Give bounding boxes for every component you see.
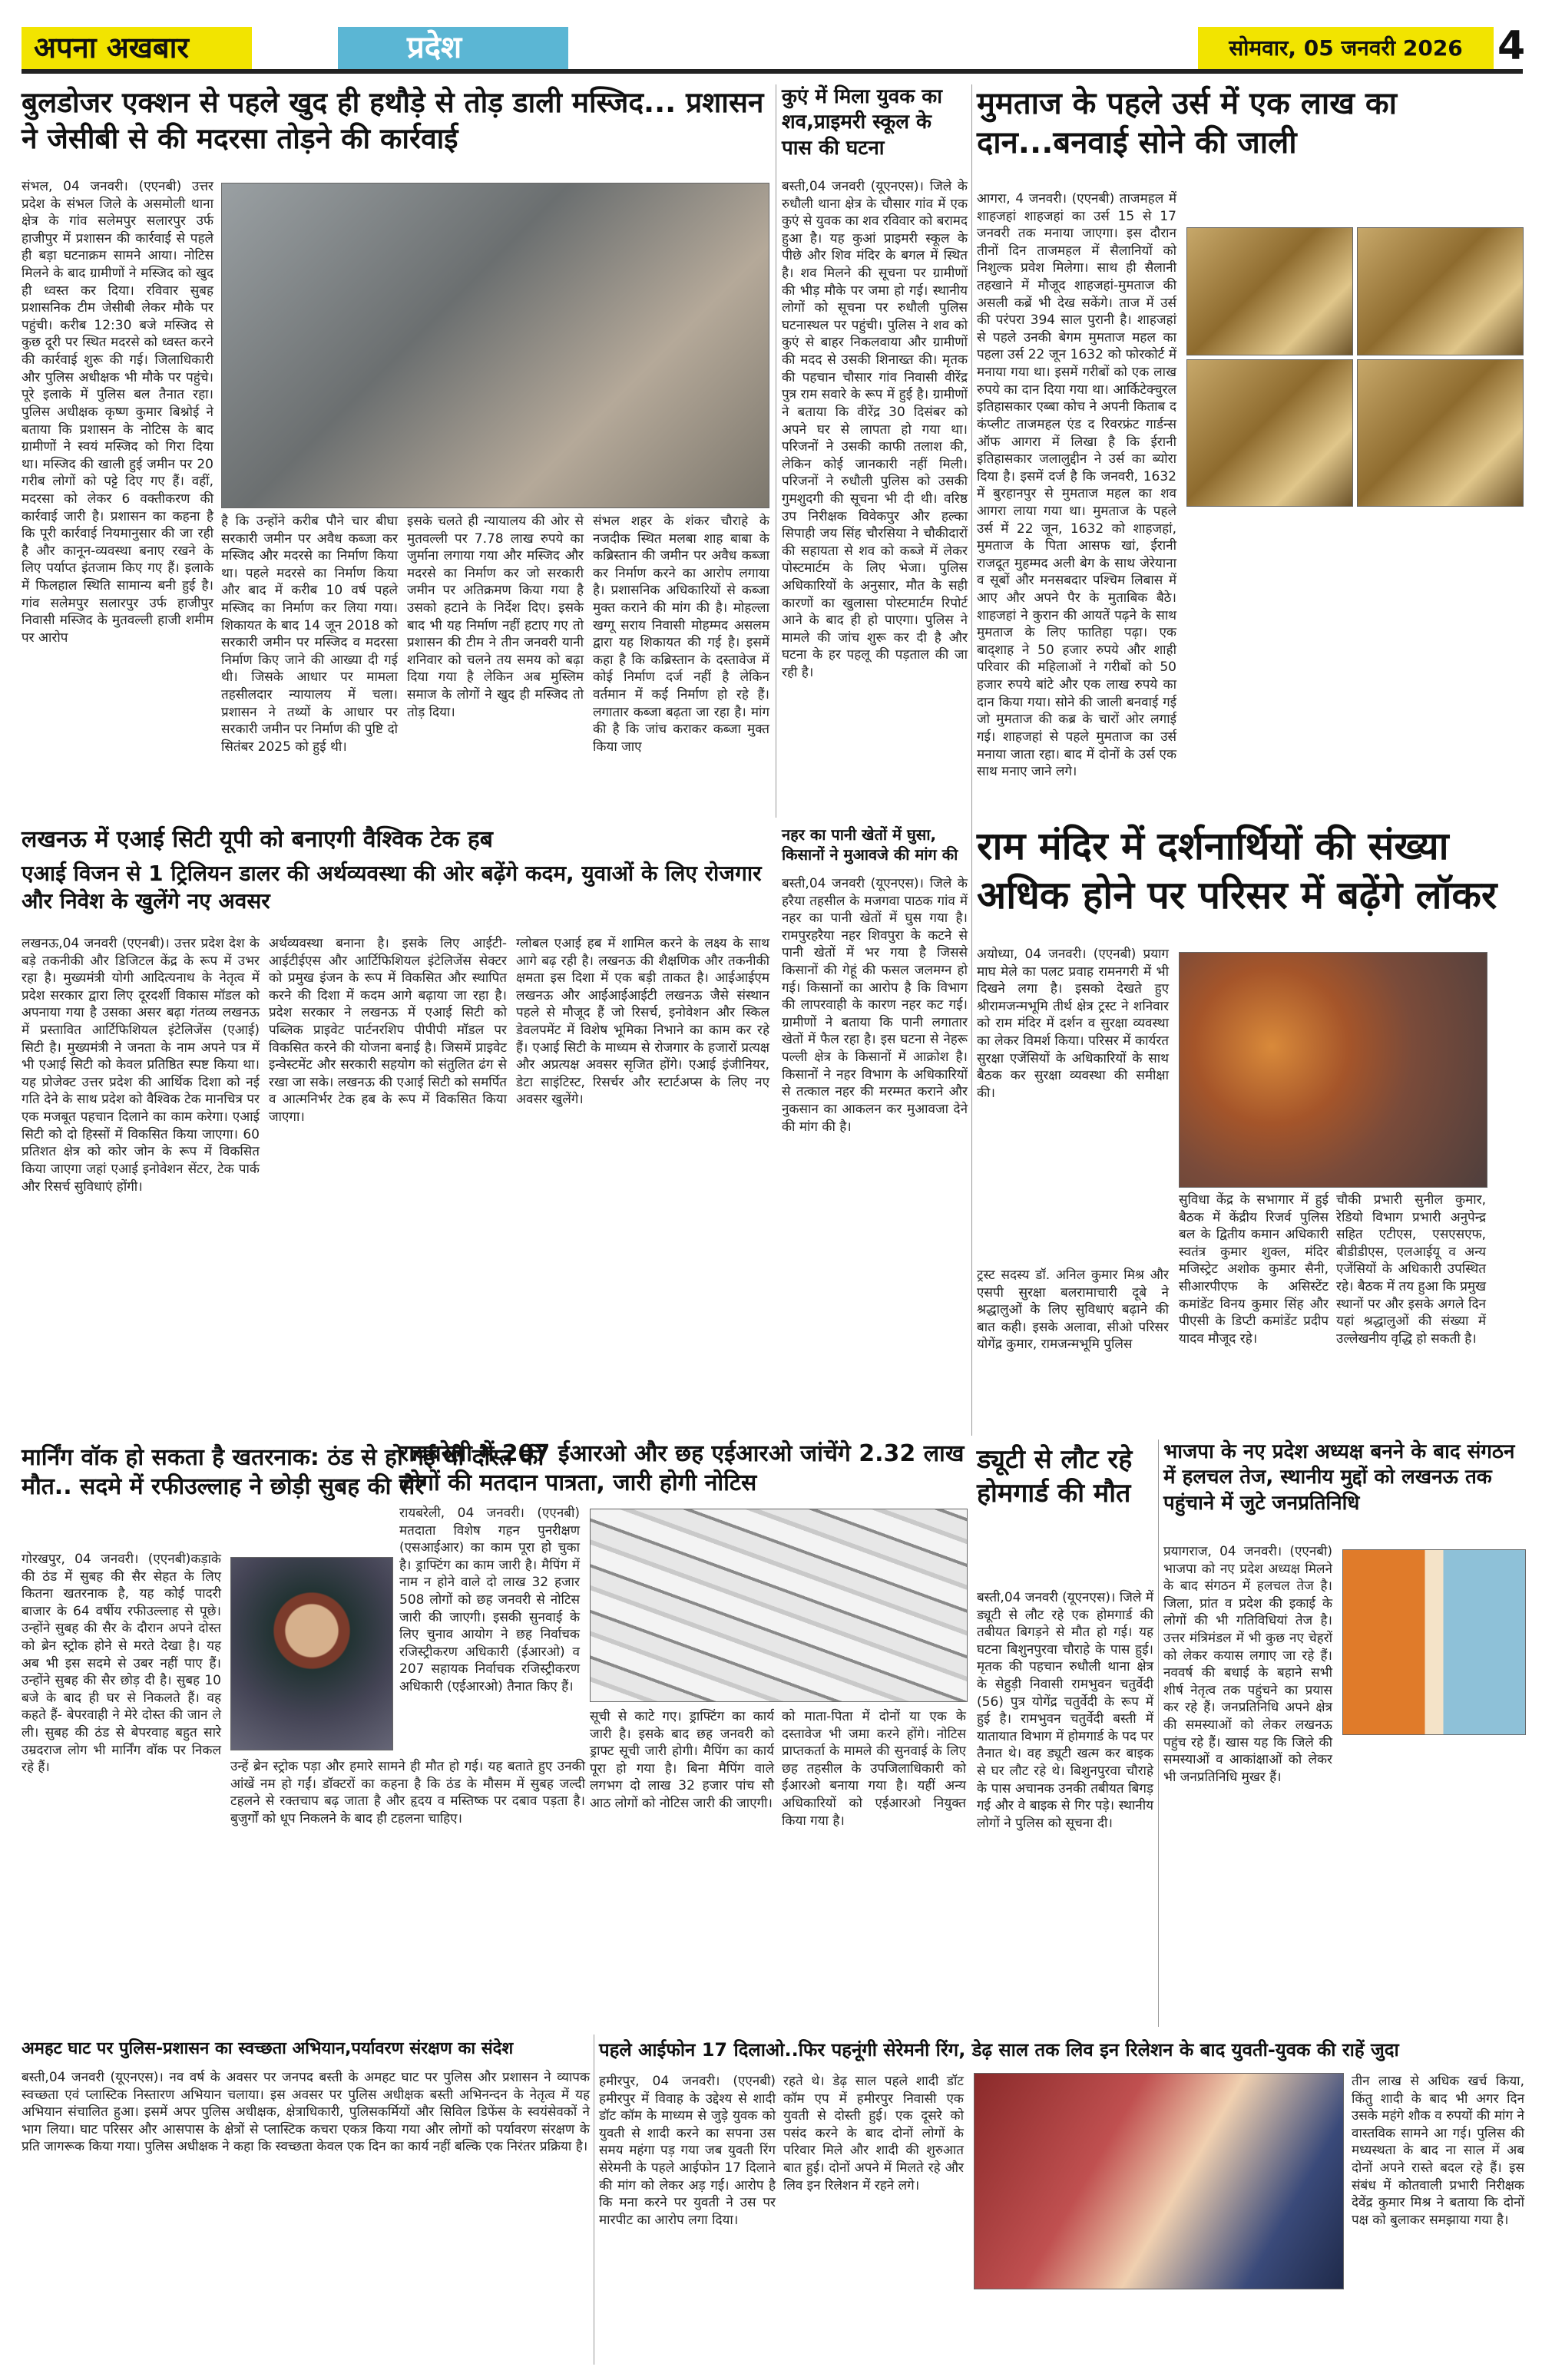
cold-col1: गोरखपुर, 04 जनवरी। (एएनबी)कड़ाके की ठंड में सुबह की सैर सेहत के लिए कितना खतरनाक है, यह कोई पादरी बाजार के 64 वर्षीय रफीउल्लाह से पूछे। उन्होंने सुबह की सैर के दौरान अपने दोस्त को ब्रेन स्ट्रोक होने से मरते देखा है। यह अब भी इस सदमे से उबर नहीं पाए हैं। उन्होंने सुबह की सैर छोड़ दी है। सुबह 10 बजे के बाद ही घर से निकलते हैं। वह कहते हैं- बेपरवाही ने मेरे दोस्त की जान ले ली। सुबह की ठंड से बेपरवाह बहुत सारे उम्रदराज लोग भी मार्निंग वॉक पर निकल रहे हैं। [22, 1552, 221, 1776]
mumtaz-text: आगरा, 4 जनवरी। (एएनबी) ताजमहल में शाहजहां शाहजहां का उर्स 15 से 17 जनवरी तक मनाया जाएगा। इस दौरान तीनों दिन ताजमहल में सैलानियों को निशुल्क प्रवेश मिलेगा। साथ ही सैलानी तहखाने में मौजूद शाहजहां-मुमताज की असली कब्रें भी देख सकेंगे। ताज में उर्स की परंपरा 394 साल पुरानी है। शाहजहां से पहले उनकी बेगम मुमताज महल का पहला उर्स 22 जून 1632 को फोरकोर्ट में मनाया गया था। इसमें गरीबों को एक लाख रुपये का दान दिया गया था। आर्किटेक्चुरल इतिहासकार एब्बा कोच ने अपनी किताब द कंप्लीट ताजमहल एंड द रिवरफ्रंट गार्डन्स ऑफ आगरा में लिखा है कि ईरानी इतिहासकार जलालुद्दीन ने उर्स का ब्योरा दिया है। इसमें दर्ज है कि जनवरी, 1632 में बुरहानपुर से मुमताज महल का शव आगरा लाया गया था। मुमताज के पहले उर्स में 22 जून, 1632 को शाहजहां, मुमताज के पिता आसफ खां, ईरानी राजदूत मुहम्मद अली बेग के साथ जेरेयाना व सूबों और मनसबदार पश्चिम लिबास में आए और अपने पैर के मुताबिक बैठे। शाहजहां ने कुरान की आयतें पढ़ने के साथ मुमताज के लिए फातिहा पढ़ा। एक बाद्शाह ने 50 हजार रुपये और शाही परिवार की महिलाओं ने गरीबों को 50 हजार रुपये बांटे और एक लाख रुपये का दान किया गया। सोने की जाली बनवाई गई जो मुमताज की कब्र के चारों ओर लगाई गई। शाहजहां से पहले मुमताज का उर्स मनाया जाता रहा। बाद में दोनों के उर्स एक साथ मनाए जाने लगे। [977, 191, 1176, 780]
issue-date: सोमवार, 05 जनवरी 2026 [1198, 27, 1494, 69]
sir-col1: रायबरेली, 04 जनवरी। (एएनबी) मतदाता विशेष गहन पुनरीक्षण (एसआईआर) का काम पूरा हो चुका है। ड्राफ्टिंग का काम जारी है। मैपिंग में नाम न होने वाले दो लाख 32 हजार 508 लोगों को छह जनवरी से नोटिस जारी की जाएगी। इसकी सुनवाई के लिए चुनाव आयोग ने छह निर्वाचक रजिस्ट्रीकरण अधिकारी (ईआरओ) व 207 सहायक निर्वाचक रजिस्ट्रीकरण अधिकारी (एईआरओ) तैनात किए हैं। [399, 1506, 580, 1695]
ram-headline: राम मंदिर में दर्शनार्थियों की संख्या अधिक होने पर परिसर में बढ़ेंगे लॉकर [977, 824, 1497, 917]
ring-col1: हमीरपुर, 04 जनवरी। (एएनबी) हमीरपुर में विवाह के उद्देश्य से शादी डॉट कॉम के माध्यम से जुड़े युवक को युवती से शादी करने का सपना उस समय महंगा पड़ गया जब युवती रिंग सेरेमनी के पहले आईफोन 17 दिलाने की मांग को लेकर अड़ गई। आरोप है कि मना करने पर युवती ने उस पर मारपीट का आरोप लगा दिया। [599, 2074, 776, 2228]
ai-col2: अर्थव्यवस्था बनाना है। इसके लिए आईटी-आईटीईएस और आर्टिफिशियल इंटेलिजेंस सेक्टर को प्रमुख इंजन के रूप में विकसित और स्थापित करने की दिशा में कदम आगे बढ़ाया जा रहा है। प्रदेश सरकार ने लखनऊ में एआई सिटी को पब्लिक प्राइवेट पार्टनरशिप पीपीपी मॉडल पर विकसित करने की योजना बनाई है। जिसमें प्राइवेट इन्वेस्टमेंट और सरकारी सहयोग को संतुलित ढंग से रखा जा सके। लखनऊ की एआई सिटी को समर्पित व आत्मनिर्भर टेक हब के रूप में विकसित किया जाएगा। [269, 936, 507, 1126]
taj-photo-2 [1357, 227, 1524, 355]
rafiullah-photo [230, 1557, 393, 1750]
ghat-headline: अमहट घाट पर पुलिस-प्रशासन का स्वच्छता अभियान,पर्यावरण संरक्षण का संदेश [22, 2039, 514, 2058]
cold-col2: उन्हें ब्रेन स्ट्रोक पड़ा और हमारे सामने ही मौत हो गई। यह बताते हुए उनकी आंखें नम हो गईं। डॉक्टरों का कहना है कि ठंड के मौसम में सुबह जल्दी टहलने से रक्तचाप बढ़ जाता है और हृदय व मस्तिष्क पर दबाव पड़ता है। बुजुर्गों को धूप निकलने के बाद ही टहलना चाहिए। [230, 1759, 585, 1826]
taj-photo-1 [1186, 227, 1353, 355]
header-rule [22, 69, 1523, 74]
ring-headline: पहले आईफोन 17 दिलाओ..फिर पहनूंगी सेरेमनी रिंग, डेढ़ साल तक लिव इन रिलेशन के बाद युवती-युवक की राहें जुदा [599, 2039, 1399, 2061]
column-rule [971, 84, 972, 1436]
ram-col3: सुविधा केंद्र के सभागार में हुई बैठक में केंद्रीय रिजर्व पुलिस बल के द्वितीय कमान अधिकारी स्वतंत्र कुमार शुक्ल, मंदिर मजिस्ट्रेट अशोक कुमार सैनी, सीआरपीएफ के असिस्टेंट कमांडेंट विनय कुमार सिंह और पीएसी के डिप्टी कमांडेंट प्रदीप यादव मौजूद रहे। [1179, 1192, 1329, 1347]
nahar-headline: नहर का पानी खेतों में घुसा, किसानों ने मुआवजे की मांग की [782, 825, 958, 864]
paper-name: अपना अखबार [22, 27, 252, 69]
homeguard-headline: ड्यूटी से लौट रहे होमगार्ड की मौत [977, 1444, 1133, 1509]
ram-col4: चौकी प्रभारी सुनील कुमार, रेडियो विभाग प्रभारी अनुपेन्द्र सहित एटीएस, एसएसएफ, बीडीडीएस, एलआईयू व अन्य एजेंसियों के अधिकारी उपस्थित रहे। बैठक में तय हुआ कि प्रमुख स्थानों पर और इसके अगले दिन यहां श्रद्धालुओं की संख्या में उल्लेखनीय वृद्धि हो सकती है। [1336, 1192, 1486, 1347]
taj-photo-4 [1357, 359, 1524, 507]
homeguard-text: बस्ती,04 जनवरी (यूएनएस)। जिले में ड्यूटी से लौट रहे एक होमगार्ड की तबीयत बिगड़ने से मौत हो गई। यह घटना बिशुनपुरवा चौराहे के पास हुई। मृतक की पहचान रुधौली थाना क्षेत्र के सेहुड़ी निवासी रामभुवन चतुर्वेदी (56) पुत्र योगेंद्र चतुर्वेदी के रूप में हुई है। रामभुवन चतुर्वेदी बस्ती में यातायात विभाग में होमगार्ड के पद पर तैनात थे। वह ड्यूटी खत्म कर बाइक से घर लौट रहे थे। बिशुनपुरवा चौराहे के पास अचानक उनकी तबीयत बिगड़ गई और वे बाइक से गिर पड़े। स्थानीय लोगों ने पुलिस को सूचना दी। [977, 1590, 1153, 1831]
ram-crowd-photo [1179, 952, 1487, 1188]
bulldozer-col3: इसके चलते ही न्यायालय की ओर से मुतवल्ली पर 7.78 लाख रुपये का जुर्माना लगाया गया और मस्जिद और मदरसे का निर्माण कर जो सरकारी जमीन पर अतिक्रमण किया गया है उसको हटाने के निर्देश दिए। इसके बाद भी यह निर्माण नहीं हटाए गए तो प्रशासन की टीम ने तीन जनवरी यानी शनिवार को चलने तय समय को बढ़ा दिया गया है लेकिन अब मुस्लिम समाज के लोगों ने खुद ही मस्जिद तो तोड़ दिया। [407, 514, 584, 720]
bjp-text: प्रयागराज, 04 जनवरी। (एएनबी) भाजपा को नए प्रदेश अध्यक्ष मिलने के बाद संगठन में हलचल तेज है। जिला, प्रांत व प्रदेश की इकाई के लोगों की भी गतिविधियां तेज है। उत्तर मंत्रिमंडल में भी कुछ नए चेहरों को लेकर कयास लगाए जा रहे हैं। नववर्ष की बधाई के बहाने सभी शीर्ष नेतृत्व तक पहुंचने का प्रयास कर रहे हैं। जनप्रतिनिधि अपने क्षेत्र की समस्याओं को लेकर लखनऊ पहुंच रहे हैं। खास यह कि जिले की समस्याओं व आकांक्षाओं को लेकर भी जनप्रतिनिधि मुखर हैं। [1163, 1544, 1332, 1785]
cold-headline: मार्निंग वॉक हो सकता है खतरनाक: ठंड से हो गई थी दोस्त की मौत.. सदमे में रफीउल्लाह ने छोड़ी सुबह की सैर [22, 1444, 544, 1501]
couple-photo [974, 2073, 1344, 2289]
ram-col5: ट्रस्ट सदस्य डॉ. अनिल कुमार मिश्र और एसपी सुरक्षा बलरामाचारी दूबे ने श्रद्धालुओं के लिए सुविधाएं बढ़ाने की बात कही। इसके अलावा, सीओ परिसर योगेंद्र कुमार, रामजन्मभूमि पुलिस [977, 1268, 1169, 1353]
sir-col2: सूची से काटे गए। ड्राफ्टिंग का कार्य जारी है। इसके बाद छह जनवरी को ड्राफ्ट सूची जारी होगी। मैपिंग का कार्य पूरा हो गया है। बिना मैपिंग वाले लगभग दो लाख 32 हजार पांच सौ आठ लोगों को नोटिस जारी की जाएगी। [590, 1709, 774, 1812]
bulldozer-col1: संभल, 04 जनवरी। (एएनबी) उत्तर प्रदेश के संभल जिले के असमोली थाना क्षेत्र के गांव सलेमपुर सलारपुर उर्फ हाजीपुर में प्रशासन की कार्रवाई से पहले ही बड़ा घटनाक्रम सामने आया। नोटिस मिलने के बाद ग्रामीणों ने मस्जिद को खुद ही ध्वस्त कर दिया। रविवार सुबह प्रशासनिक टीम जेसीबी लेकर मौके पर पहुंची। करीब 12:30 बजे मस्जिद से कुछ दूरी पर स्थित मदरसे को ध्वस्त करने की कार्रवाई शुरू की गई। जिलाधिकारी और पुलिस अधीक्षक भी मौके पर पहुंचे। पूरे इलाके में पुलिस बल तैनात रहा। पुलिस अधीक्षक कृष्ण कुमार बिश्नोई ने बताया कि प्रशासन के नोटिस के बाद ग्रामीणों ने स्वयं मस्जिद को गिरा दिया था। मस्जिद की खाली हुई जमीन पर 20 गरीब लोगों को पट्टे दिए गए हैं। वहीं, मदरसा को लेकर 6 वक्तीकरण की कार्रवाई जारी है। प्रशासन का कहना है कि पूरी कार्रवाई नियमानुसार की जा रही है और कानून-व्यवस्था बनाए रखने के लिए पर्याप्त इंतजाम किए गए हैं। इलाके में फिलहाल स्थिति सामान्य बनी हुई है। गांव सलेमपुर सलारपुर उर्फ हाजीपुर निवासी मस्जिद के मुतवल्ली हाजी शमीम पर आरोप [22, 179, 213, 646]
mumtaz-headline: मुमताज के पहले उर्स में एक लाख का दान...बनवाई सोने की जाली [977, 86, 1397, 161]
bjp-headline: भाजपा के नए प्रदेश अध्यक्ष बनने के बाद संगठन में हलचल तेज, स्थानीय मुद्दों को लखनऊ तक पहुंचाने में जुटे जनप्रतिनिधि [1163, 1440, 1515, 1515]
bulldozer-col4: संभल शहर के शंकर चौराहे के नजदीक स्थित मलबा शाह बाबा के कब्रिस्तान की जमीन पर अवैध कब्जा कर निर्माण करने का आरोप लगाया है। प्रशासनिक अधिकारियों से कब्जा मुक्त कराने की मांग की है। मोहल्ला खग्गू सराय निवासी मोहम्मद असलम द्वारा यह शिकायत की गई है। इसमें कहा है कि कब्रिस्तान के दस्तावेज में कोई निर्माण दर्ज नहीं है लेकिन वर्तमान में कई निर्माण हो रहे हैं। लगातार कब्जा बढ़ता जा रहा है। मांग की है कि जांच कराकर कब्जा मुक्त किया जाए [593, 514, 769, 755]
nahar-text: बस्ती,04 जनवरी (यूएनएस)। जिले के हरैया तहसील के मजगवा पाठक गांव में नहर का पानी खेतों में घुस गया है। रामपुरहरैया नहर शिवपुरा के कटने से पानी खेतों में भर गया है जिससे किसानों की गेहूं की फसल जलमग्न हो गई। किसानों का आरोप है कि विभाग की लापरवाही के कारण नहर कट गई। ग्रामीणों ने बताया कि पानी लगातार खेतों में फैल रहा है। इस घटना से नेहरू पल्ली क्षेत्र के किसानों में आक्रोश है। किसानों ने नहर विभाग के अधिकारियों से तत्काल नहर की मरम्मत कराने और नुकसान का आकलन कर मुआवजा देने की मांग की है। [782, 876, 968, 1135]
column-rule [1158, 1440, 1159, 2027]
sir-col3: को माता-पिता में दोनों या एक के दस्तावेज भी जमा करने होंगे। नोटिस प्राप्तकर्ता के मामले की सुनवाई के लिए छह तहसील के उपजिलाधिकारी को ईआरओ बनाया गया है। यहीं अन्य अधिकारियों को एईआरओ नियुक्त किया गया है। [782, 1709, 966, 1829]
sir-headline: रायबरेली में 207 ईआरओ और छह एईआरओ जांचेंगे 2.32 लाख लोगों की मतदान पात्रता, जारी होगी नोटिस [399, 1440, 965, 1497]
bulldozer-headline: बुलडोजर एक्शन से पहले खुद ही हथौड़े से तोड़ डाली मस्जिद... प्रशासन ने जेसीबी से की मदरसा तोड़ने की कार्रवाई [22, 86, 764, 156]
ai-headline-2: एआई विजन से 1 ट्रिलियन डालर की अर्थव्यवस्था की ओर बढ़ेंगे कदम, युवाओं के लिए रोजगार और निवेश के खुलेंगे नए अवसर [22, 861, 762, 914]
ram-col1: अयोध्या, 04 जनवरी। (एएनबी) प्रयाग माघ मेले का पलट प्रवाह रामनगरी में भी दिखने लगा है। इसको देखते हुए श्रीरामजन्मभूमि तीर्थ क्षेत्र ट्रस्ट ने शनिवार को राम मंदिर में दर्शन व सुरक्षा व्यवस्था का लेकर विमर्श किया। परिसर में कार्यरत सुरक्षा एजेंसियों के अधिकारियों के साथ बैठक कर सुरक्षा व्यवस्था की समीक्षा की। [977, 947, 1169, 1101]
kuan-headline: कुएं में मिला युवक का शव,प्राइमरी स्कूल के पास की घटना [782, 85, 942, 160]
bjp-photo [1342, 1549, 1526, 1735]
ai-col1: लखनऊ,04 जनवरी (एएनबी)। उत्तर प्रदेश देश के बड़े तकनीकी और डिजिटल केंद्र के रूप में उभर रहा है। मुख्यमंत्री योगी आदित्यनाथ के नेतृत्व में प्रदेश सरकार द्वारा लिए दूरदर्शी विकास मॉडल को अपनाया गया है उसका असर बढ़ा गंतव्य लखनऊ में प्रस्तावित आर्टिफिशियल इंटेलिजेंस (एआई) सिटी है। मुख्यमंत्री ने जनता के नाम अपने पत्र में भी एआई सिटी को केवल प्रतिष्ठित स्पष्ट किया था। यह प्रोजेक्ट उत्तर प्रदेश की आर्थिक दिशा को नई गति देने के साथ प्रदेश को वैश्विक टेक मानचित्र पर एक मजबूत पहचान दिलाने का काम करेगा। एआई सिटी को दो हिस्सों में विकसित किया जाएगा। 60 प्रतिशत क्षेत्र को कोर जोन के रूप में विकसित किया जाएगा जहां एआई इनोवेशन सेंटर, टेक पार्क और रिसर्च सुविधाएं होंगी। [22, 936, 260, 1195]
taj-photo-3 [1186, 359, 1353, 507]
ghat-text: बस्ती,04 जनवरी (यूएनएस)। नव वर्ष के अवसर पर जनपद बस्ती के अमहट घाट पर पुलिस और प्रशासन ने व्यापक स्वच्छता एवं प्लास्टिक निस्तारण अभियान चलाया। इस अवसर पर पुलिस अधीक्षक बस्ती अभिनन्दन के नेतृत्व में यह अभियान संचालित हुआ। इसमें अपर पुलिस अधीक्षक, क्षेत्राधिकारी, पुलिसकर्मियों और सिविल डिफेंस के स्वयंसेवकों ने भाग लिया। घाट परिसर और आसपास के क्षेत्रों से प्लास्टिक कचरा एकत्र किया गया और लोगों को पर्यावरण संरक्षण के प्रति जागरूक किया गया। पुलिस अधीक्षक ने कहा कि स्वच्छता केवल एक दिन का कार्य नहीं बल्कि एक निरंतर प्रक्रिया है। [22, 2070, 590, 2155]
section-title: प्रदेश [338, 27, 568, 69]
voter-forms-photo [590, 1509, 968, 1702]
bulldozer-photo [221, 183, 769, 508]
ai-headline-1: लखनऊ में एआई सिटी यूपी को बनाएगी वैश्विक टेक हब [22, 826, 493, 853]
kuan-text: बस्ती,04 जनवरी (यूएनएस)। जिले के रुधौली थाना क्षेत्र के चौसार गांव में एक कुएं से युवक का शव रविवार को बरामद हुआ है। यह कुआं प्राइमरी स्कूल के पीछे और शिव मंदिर के बगल में स्थित है। शव मिलने की सूचना पर ग्रामीणों की भीड़ मौके पर जमा हो गई। स्थानीय लोगों को सूचना पर रुधौली पुलिस घटनास्थल पर पहुंची। पुलिस ने शव को कुएं से बाहर निकलवाया और ग्रामीणों की मदद से उसकी शिनाख्त की। मृतक की पहचान चौसार गांव निवासी वीरेंद्र पुत्र राम सवारे के रूप में हुई है। ग्रामीणों ने बताया कि वीरेंद्र 30 दिसंबर को अपने घर से लापता हो गया था। परिजनों ने उसकी काफी तलाश की, लेकिन कोई जानकारी नहीं मिली। परिजनों ने रुधौली पुलिस को उसकी गुमशुदगी की सूचना भी दी थी। वरिष्ठ उप निरीक्षक विवेकपुर और हल्का सिपाही जय सिंह चौरसिया ने चौकीदारों की सहायता से शव को कब्जे में लेकर पोस्टमार्टम के लिए भेजा। पुलिस अधिकारियों के अनुसार, मौत के सही कारणों का खुलासा पोस्टमार्टम रिपोर्ट आने के बाद ही हो पाएगा। पुलिस ने मामले की जांच शुरू कर दी है और घटना के हर पहलू की पड़ताल की जा रही है। [782, 179, 968, 681]
page-number: 4 [1497, 23, 1526, 69]
ai-col3: ग्लोबल एआई हब में शामिल करने के लक्ष्य के साथ आगे बढ़ रही है। लखनऊ की शैक्षणिक और तकनीकी क्षमता इस दिशा में एक बड़ी ताकत है। आईआईएम लखनऊ और आईआईआईटी लखनऊ जैसे संस्थान पहले से मौजूद हैं जो रिसर्च, इनोवेशन और स्किल डेवलपमेंट में विशेष भूमिका निभाने का काम कर रहे हैं। एआई सिटी के माध्यम से रोजगार के हजारों प्रत्यक्ष और अप्रत्यक्ष अवसर सृजित होंगे। एआई इंजीनियर, डेटा साइंटिस्ट, रिसर्चर और स्टार्टअप्स के लिए नए अवसर खुलेंगे। [516, 936, 769, 1108]
ring-col2: रहते थे। डेढ़ साल पहले शादी डॉट कॉम एप में हमीरपुर निवासी एक युवती से दोस्ती हुई। एक दूसरे को पसंद करने के बाद दोनों लोगों के परिवार मिले और शादी की शुरुआत बात हुई। दोनों अपने में मिलते रहे और लिव इन रिलेशन में रहने लगे। [783, 2074, 964, 2193]
ring-col3: तीन लाख से अधिक खर्च किया, किंतु शादी के बाद भी अगर दिन उसके महंगे शौक व रुपयों की मांग ने वास्तविक सामने आ गई। पुलिस की मध्यस्थता के बाद ना साल में अब दोनों अपने रास्ते बदल रहे हैं। इस संबंध में कोतवाली प्रभारी निरीक्षक देवेंद्र कुमार मिश्र ने बताया कि दोनों पक्ष को बुलाकर समझाया गया है। [1352, 2074, 1524, 2228]
bulldozer-col2: है कि उन्होंने करीब पौने चार बीघा सरकारी जमीन पर अवैध कब्जा कर मस्जिद और मदरसे का निर्माण किया था। पहले मदरसे का निर्माण किया और बाद में करीब 10 वर्ष पहले मस्जिद का निर्माण कर लिया गया। शिकायत के बाद 14 जून 2018 को सरकारी जमीन पर मस्जिद व मदरसा निर्माण किए जाने की आख्या दी गई थी। जिसके आधार पर मामला तहसीलदार न्यायालय में चला। प्रशासन ने तथ्यों के आधार पर सरकारी जमीन पर निर्माण की पुष्टि दो सितंबर 2025 को हुई थी। [221, 514, 398, 755]
